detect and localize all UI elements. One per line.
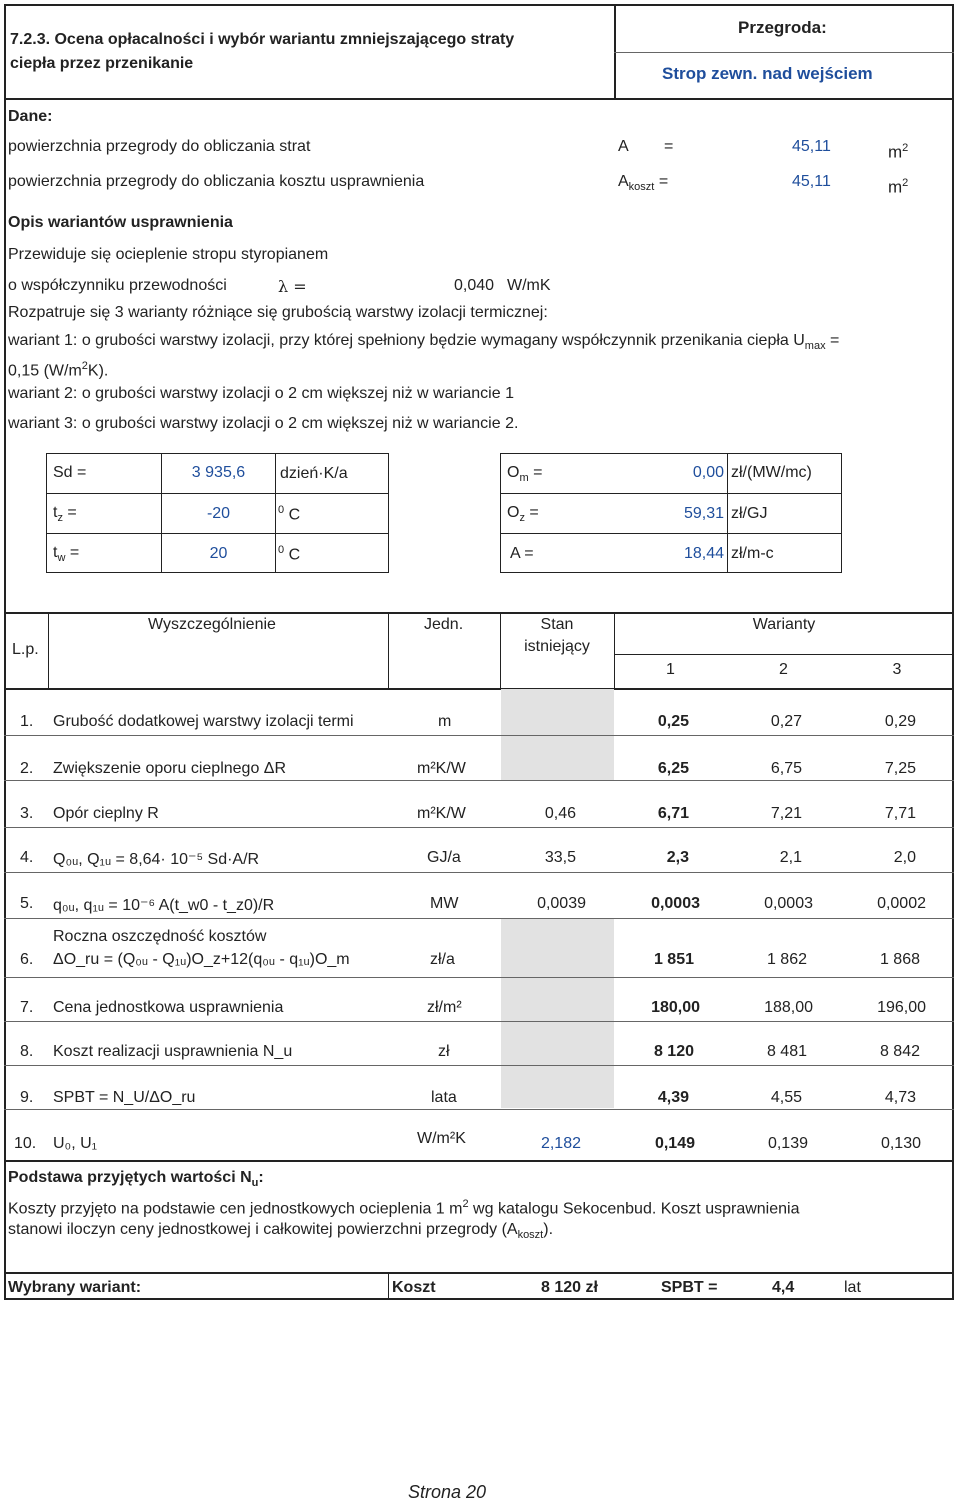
row5-desc: q₀ᵤ, q₁ᵤ = 10⁻⁶ A(t_w0 - t_z0)/R (53, 897, 275, 914)
row1-v3: 0,29 (884, 713, 916, 730)
row8-v1: 8 120 (653, 1043, 694, 1060)
lambda-value: 0,040 (454, 277, 495, 294)
row5-v3: 0,0002 (877, 895, 926, 912)
row4-desc: Q₀ᵤ, Q₁ᵤ = 8,64· 10⁻⁵ Sd·A/R (53, 851, 260, 868)
row10-v3: 0,130 (880, 1135, 921, 1152)
lambda-unit: W/mK (507, 277, 551, 294)
header-partition-divider (614, 52, 954, 53)
a-value: 18,44 (683, 545, 724, 562)
row4-v1: 2,3 (666, 849, 689, 866)
row5-lp: 5. (20, 895, 34, 912)
row5-v1: 0,0003 (651, 895, 700, 912)
row10-desc: U₀, U₁ (53, 1135, 98, 1152)
row1-lp: 1. (20, 713, 34, 730)
col-header-variant-3: 3 (892, 661, 902, 678)
row3-unit: m²K/W (417, 805, 466, 822)
row-divider (4, 827, 954, 828)
row6-desc-line2: ΔO_ru = (Q₀ᵤ - Q₁ᵤ)O_z+12(q₀ᵤ - q₁ᵤ)O_m (53, 951, 350, 968)
row6-unit: zł/a (430, 951, 455, 968)
row3-v2: 7,21 (770, 805, 802, 822)
params-left-row-divider-2 (46, 533, 389, 534)
tw-value: 20 (209, 545, 228, 562)
area-loss-value: 45,11 (792, 138, 831, 155)
row8-lp: 8. (20, 1043, 34, 1060)
area-loss-symbol: A (618, 138, 629, 155)
row9-desc: SPBT = N_U/ΔO_ru (53, 1089, 196, 1106)
row-divider (4, 1021, 954, 1022)
partition-value: Strop zewn. nad wejściem (662, 64, 873, 83)
spbt-label: SPBT = (661, 1279, 718, 1296)
selected-variant-label: Wybrany wariant: (8, 1279, 142, 1296)
params-left-row-divider-1 (46, 493, 389, 494)
table-top-border (4, 612, 954, 614)
om-unit: zł/(MW/mc) (731, 464, 812, 481)
row3-desc: Opór cieplny R (53, 805, 159, 822)
row1-v2: 0,27 (770, 713, 802, 730)
tz-value: -20 (206, 505, 231, 522)
area-cost-value: 45,11 (792, 173, 831, 190)
col-header-lp: L.p. (12, 641, 39, 658)
row9-v1: 4,39 (657, 1089, 689, 1106)
variant3-description: wariant 3: o grubości warstwy izolacji o 2 cm większej niż w wariancie 2. (8, 415, 519, 432)
given-heading: Dane: (8, 108, 53, 125)
shade-existing-rows-6-9 (501, 918, 614, 1108)
section-title-line2: ciepła przez przenikanie (10, 55, 194, 72)
row2-v2: 6,75 (770, 760, 802, 777)
row-divider (4, 735, 954, 736)
row4-lp: 4. (20, 849, 34, 866)
table-col-divider-desc (388, 612, 389, 688)
row3-v3: 7,71 (884, 805, 916, 822)
row5-v2: 0,0003 (764, 895, 813, 912)
row10-v2: 0,139 (767, 1135, 808, 1152)
table-col-divider-lp (48, 612, 49, 688)
params-right-divider (727, 453, 728, 573)
row8-desc: Koszt realizacji usprawnienia N_u (53, 1043, 293, 1060)
header-divider (4, 98, 954, 100)
table-header-bottom (4, 688, 954, 690)
row8-unit: zł (438, 1043, 450, 1060)
row10-v1: 0,149 (654, 1135, 695, 1152)
params-right-row-divider-1 (500, 493, 842, 494)
row9-lp: 9. (20, 1089, 34, 1106)
row8-v2: 8 481 (766, 1043, 807, 1060)
area-cost-symbol: $A_{koszt}$ = (618, 173, 669, 194)
row2-v1: 6,25 (657, 760, 689, 777)
section-title-line1: 7.2.3. Ocena opłacalności i wybór wariantu zmniejszającego straty (10, 31, 515, 48)
row3-lp: 3. (20, 805, 34, 822)
oz-value: 59,31 (683, 505, 724, 522)
tz-label: $t_z$ = (53, 504, 77, 525)
om-label: $O_m$ = (507, 464, 543, 485)
row4-v3: 2,0 (893, 849, 916, 866)
col-header-variants: Warianty (752, 616, 816, 633)
row-divider (4, 977, 954, 978)
col-header-existing-1: Stan (540, 616, 574, 633)
row3-v1: 6,71 (657, 805, 689, 822)
row8-v3: 8 842 (879, 1043, 920, 1060)
area-loss-unit: $m^2$ (888, 142, 909, 162)
row1-unit: m (438, 713, 452, 730)
col-header-existing-2: istniejący (524, 638, 590, 655)
a-label: A = (510, 545, 534, 562)
tw-unit: $^0$ C (278, 544, 301, 564)
summary-top-border (4, 1272, 954, 1274)
summary-divider (388, 1272, 389, 1300)
cost-label: Koszt (392, 1279, 436, 1296)
row-divider (4, 872, 954, 873)
row10-existing: 2,182 (540, 1135, 581, 1152)
row4-existing: 33,5 (544, 849, 576, 866)
spbt-unit: lat (844, 1279, 861, 1296)
insulation-description: Przewiduje się ocieplenie stropu styropianem (8, 246, 329, 263)
row5-existing: 0,0039 (537, 895, 586, 912)
row-divider (4, 780, 954, 781)
variant2-description: wariant 2: o grubości warstwy izolacji o 2 cm większej niż w wariancie 1 (8, 385, 514, 402)
row10-lp: 10. (14, 1135, 37, 1152)
variants-intro: Rozpatruje się 3 warianty różniące się grubością warstwy izolacji termicznej: (8, 304, 548, 321)
row-divider (4, 1109, 954, 1110)
cost-value: 8 120 zł (541, 1279, 598, 1296)
a-unit: zł/m-c (731, 545, 774, 562)
row7-desc: Cena jednostkowa usprawnienia (53, 999, 284, 1016)
area-cost-unit: $m^2$ (888, 177, 909, 197)
page-number: Strona 20 (408, 1482, 487, 1502)
col-header-variant-2: 2 (779, 661, 788, 678)
params-right-row-divider-2 (500, 533, 842, 534)
sd-unit: dzień·K/a (280, 465, 348, 482)
sd-label: Sd = (53, 464, 87, 481)
row1-desc: Grubość dodatkowej warstwy izolacji termi (53, 713, 354, 730)
variant1-line2: 0,15 $(W/m^2K)$. (8, 360, 109, 380)
basis-heading: Podstawa przyjętych wartości $N_u$: (8, 1169, 264, 1190)
row2-unit: m²K/W (417, 760, 466, 777)
col-header-unit: Jedn. (424, 616, 464, 633)
partition-label: Przegroda: (738, 18, 827, 37)
area-loss-eq: = (664, 138, 674, 155)
row2-desc: Zwiększenie oporu cieplnego ΔR (53, 760, 287, 777)
tw-label: $t_w$ = (53, 544, 80, 565)
row2-v3: 7,25 (884, 760, 916, 777)
row6-lp: 6. (20, 951, 34, 968)
row3-existing: 0,46 (544, 805, 576, 822)
row-divider (4, 918, 954, 919)
lambda-symbol: λ = (278, 277, 307, 296)
table-bottom-border (4, 1160, 954, 1162)
variants-header-divider (614, 654, 954, 655)
col-header-variant-1: 1 (666, 661, 675, 678)
oz-unit: zł/GJ (731, 505, 768, 522)
basis-line2: stanowi iloczyn ceny jednostkowej i całkowitej powierzchni przegrody $(A_{koszt})$. (8, 1221, 554, 1242)
row7-v1: 180,00 (651, 999, 700, 1016)
area-cost-label: powierzchnia przegrody do obliczania kosztu usprawnienia (8, 173, 425, 190)
basis-line1: Koszty przyjęto na podstawie cen jednostkowych ocieplenia 1 $m^2$ wg katalogu Sekocenbud. Koszt usprawnienia (8, 1198, 800, 1218)
row6-v1: 1 851 (653, 951, 694, 968)
row-divider (4, 1065, 954, 1066)
row2-lp: 2. (20, 760, 34, 777)
oz-label: $O_z$ = (507, 504, 539, 525)
row6-v3: 1 868 (879, 951, 920, 968)
tz-unit: $^0$ C (278, 504, 301, 524)
area-loss-label: powierzchnia przegrody do obliczania strat (8, 138, 311, 155)
row9-unit: lata (431, 1089, 457, 1106)
variant1-line1: wariant 1: o grubości warstwy izolacji, przy której spełniony będzie wymagany współczynnik przenikania ciepła $U_{max}$ = (8, 332, 840, 353)
row9-v3: 4,73 (884, 1089, 916, 1106)
row6-v2: 1 862 (766, 951, 807, 968)
params-left-divider-2 (275, 453, 276, 573)
row6-desc-line1: Roczna oszczędność kosztów (53, 928, 267, 945)
row7-v3: 196,00 (877, 999, 926, 1016)
row4-v2: 2,1 (779, 849, 802, 866)
row5-unit: MW (430, 895, 459, 912)
row7-lp: 7. (20, 999, 34, 1016)
row7-unit: zł/m² (427, 999, 462, 1016)
variants-heading: Opis wariantów usprawnienia (8, 214, 233, 231)
row4-unit: GJ/a (427, 849, 461, 866)
row7-v2: 188,00 (764, 999, 813, 1016)
sd-value: 3 935,6 (191, 464, 246, 481)
row1-v1: 0,25 (657, 713, 689, 730)
row9-v2: 4,55 (770, 1089, 802, 1106)
om-value: 0,00 (692, 464, 724, 481)
row10-unit: W/m²K (417, 1130, 466, 1147)
lambda-label: o współczynniku przewodności (8, 277, 227, 294)
spbt-value: 4,4 (772, 1279, 795, 1296)
col-header-desc: Wyszczególnienie (148, 616, 276, 633)
